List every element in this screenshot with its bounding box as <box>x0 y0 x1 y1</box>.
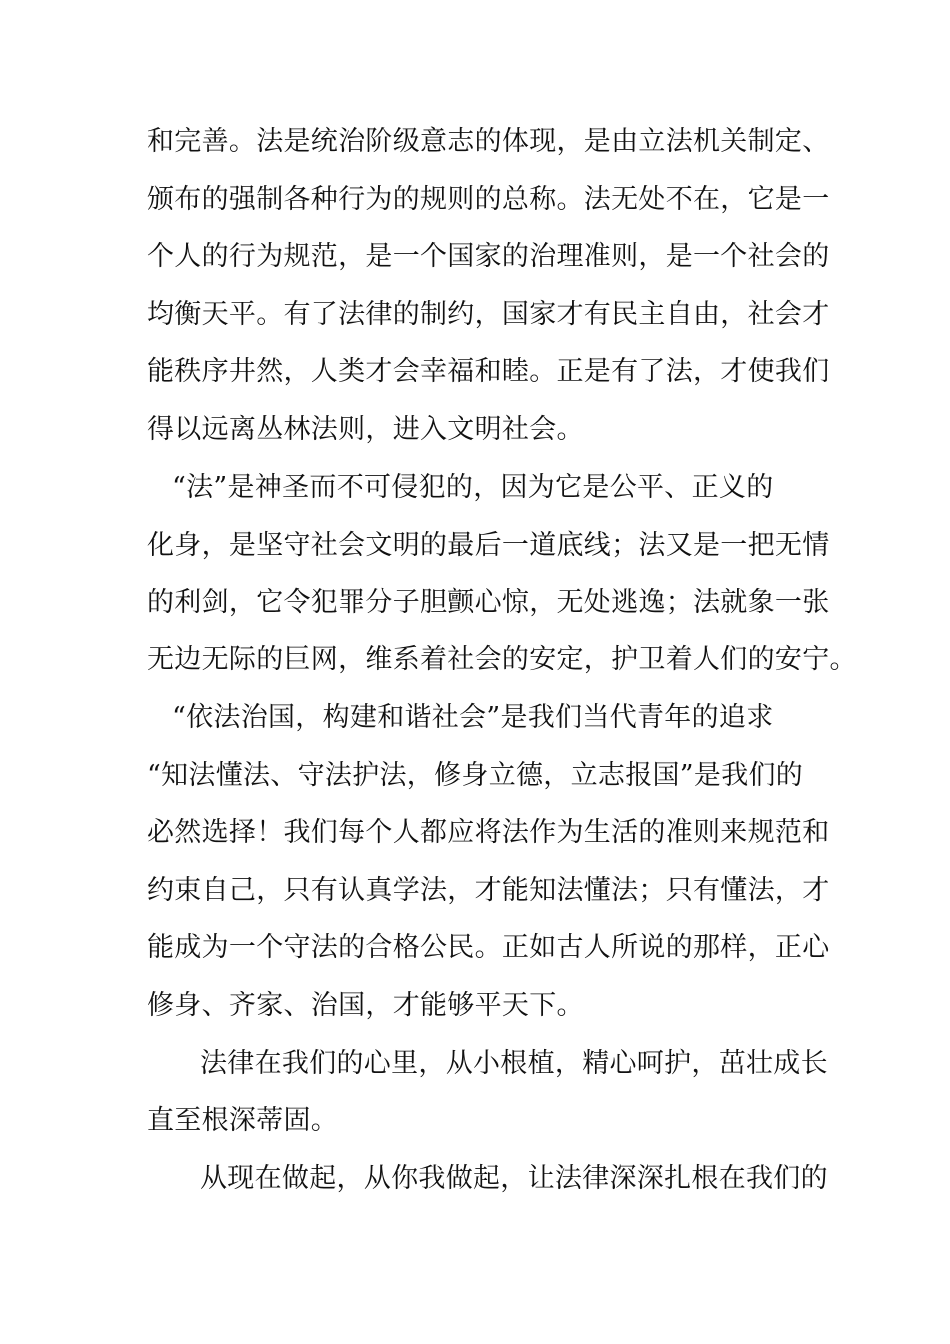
text-line: 得以远离丛林法则，进入文明社会。 <box>147 414 584 445</box>
text-line: 的利剑，它令犯罪分子胆颤心惊，无处逃逸；法就象一张 <box>147 587 830 618</box>
text-line: 个人的行为规范，是一个国家的治理准则，是一个社会的 <box>147 241 830 272</box>
text-line: 颁布的强制各种行为的规则的总称。法无处不在，它是一 <box>147 184 830 215</box>
text-line: 必然选择！我们每个人都应将法作为生活的准则来规范和 <box>147 817 830 848</box>
text-line: 能成为一个守法的合格公民。正如古人所说的那样，正心 <box>147 932 830 963</box>
paragraph-start-line: 法律在我们的心里，从小根植，精心呵护，茁壮成长 <box>200 1048 828 1079</box>
text-line: 修身、齐家、治国，才能够平天下。 <box>147 990 584 1021</box>
text-line: 无边无际的巨网，维系着社会的安定，护卫着人们的安宁。 <box>147 644 857 675</box>
text-line: 和完善。法是统治阶级意志的体现，是由立法机关制定、 <box>147 126 830 157</box>
paragraph-start-line: 从现在做起，从你我做起，让法律深深扎根在我们的 <box>200 1163 828 1194</box>
text-line: 直至根深蒂固。 <box>147 1105 339 1136</box>
text-line: “知法懂法、守法护法，修身立德，立志报国”是我们的 <box>147 760 804 791</box>
text-line: 约束自己，只有认真学法，才能知法懂法；只有懂法，才 <box>147 875 830 906</box>
text-line: 能秩序井然，人类才会幸福和睦。正是有了法，才使我们 <box>147 356 830 387</box>
text-line: 化身，是坚守社会文明的最后一道底线；法又是一把无情 <box>147 530 830 561</box>
paragraph-start-line: “法”是神圣而不可侵犯的，因为它是公平、正义的 <box>172 472 774 503</box>
paragraph-start-line: “依法治国，构建和谐社会”是我们当代青年的追求 <box>172 702 774 733</box>
text-line: 均衡天平。有了法律的制约，国家才有民主自由，社会才 <box>147 299 830 330</box>
